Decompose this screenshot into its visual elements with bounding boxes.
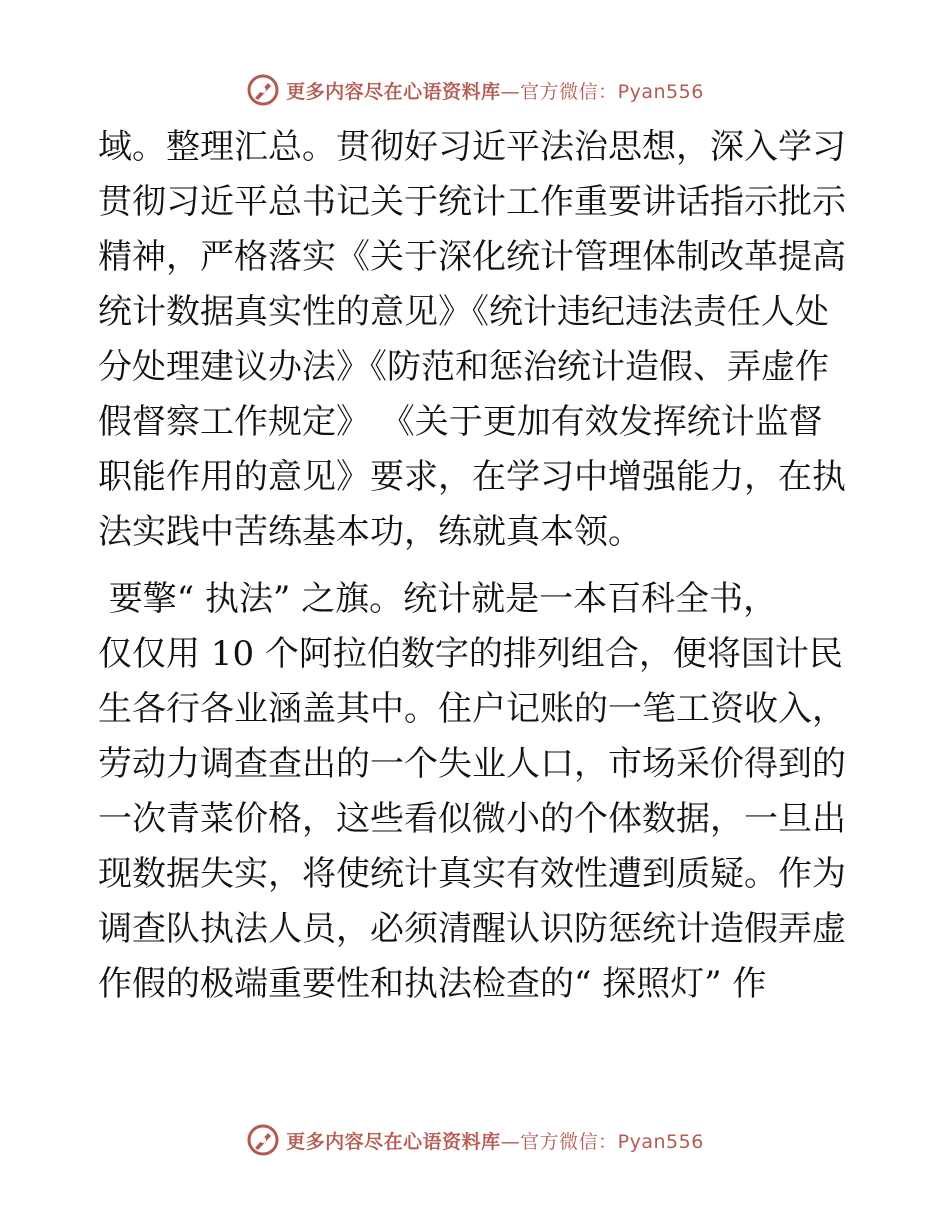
document-body bbox=[98, 120, 858, 1012]
text-line: 职能作用的意见》要求，在学习中增强能力，在执 bbox=[98, 457, 846, 497]
text-line: 调查队执法人员，必须清醒认识防惩统计造假弄虚 bbox=[98, 909, 846, 949]
watermark-text: 更多内容尽在心语资料库—官方微信：Pyan556 bbox=[286, 80, 704, 103]
text-line: 贯彻习近平总书记关于统计工作重要讲话指示批示 bbox=[98, 182, 846, 222]
watermark-header bbox=[0, 70, 950, 110]
text-line: 精神，严格落实《关于深化统计管理体制改革提高 bbox=[98, 237, 846, 277]
pen-logo-icon bbox=[246, 73, 280, 107]
pen-logo-icon bbox=[246, 1123, 280, 1157]
text-line: 统计数据真实性的意见》《统计违纪违法责任人处 bbox=[98, 292, 829, 332]
paragraph-1 bbox=[98, 120, 858, 560]
watermark-footer bbox=[0, 1120, 950, 1160]
text-line: 现数据失实，将使统计真实有效性遭到质疑。作为 bbox=[98, 854, 846, 894]
text-line: 一次青菜价格，这些看似微小的个体数据，一旦出 bbox=[98, 799, 846, 839]
text-line: 法实践中苦练基本功，练就真本领。 bbox=[98, 512, 642, 552]
paragraph-2 bbox=[98, 572, 858, 1012]
text-line: 分处理建议办法》《防范和惩治统计造假、弄虚作 bbox=[98, 347, 829, 387]
text-line: 劳动力调查查出的一个失业人口，市场采价得到的 bbox=[98, 744, 846, 784]
text-line: 域。整理汇总。贯彻好习近平法治思想，深入学习 bbox=[98, 127, 846, 167]
text-line: 要擎“ 执法” 之旗。统计就是一本百科全书， bbox=[98, 579, 778, 619]
watermark-text: 更多内容尽在心语资料库—官方微信：Pyan556 bbox=[286, 1130, 704, 1153]
text-line: 作假的极端重要性和执法检查的“ 探照灯” 作 bbox=[98, 964, 767, 1004]
paragraph-gap bbox=[98, 560, 858, 572]
text-line: 假督察工作规定》 《关于更加有效发挥统计监督 bbox=[98, 402, 823, 442]
text-line: 生各行各业涵盖其中。住户记账的一笔工资收入， bbox=[98, 689, 846, 729]
text-line: 仅仅用 10 个阿拉伯数字的排列组合，便将国计民 bbox=[98, 634, 843, 674]
